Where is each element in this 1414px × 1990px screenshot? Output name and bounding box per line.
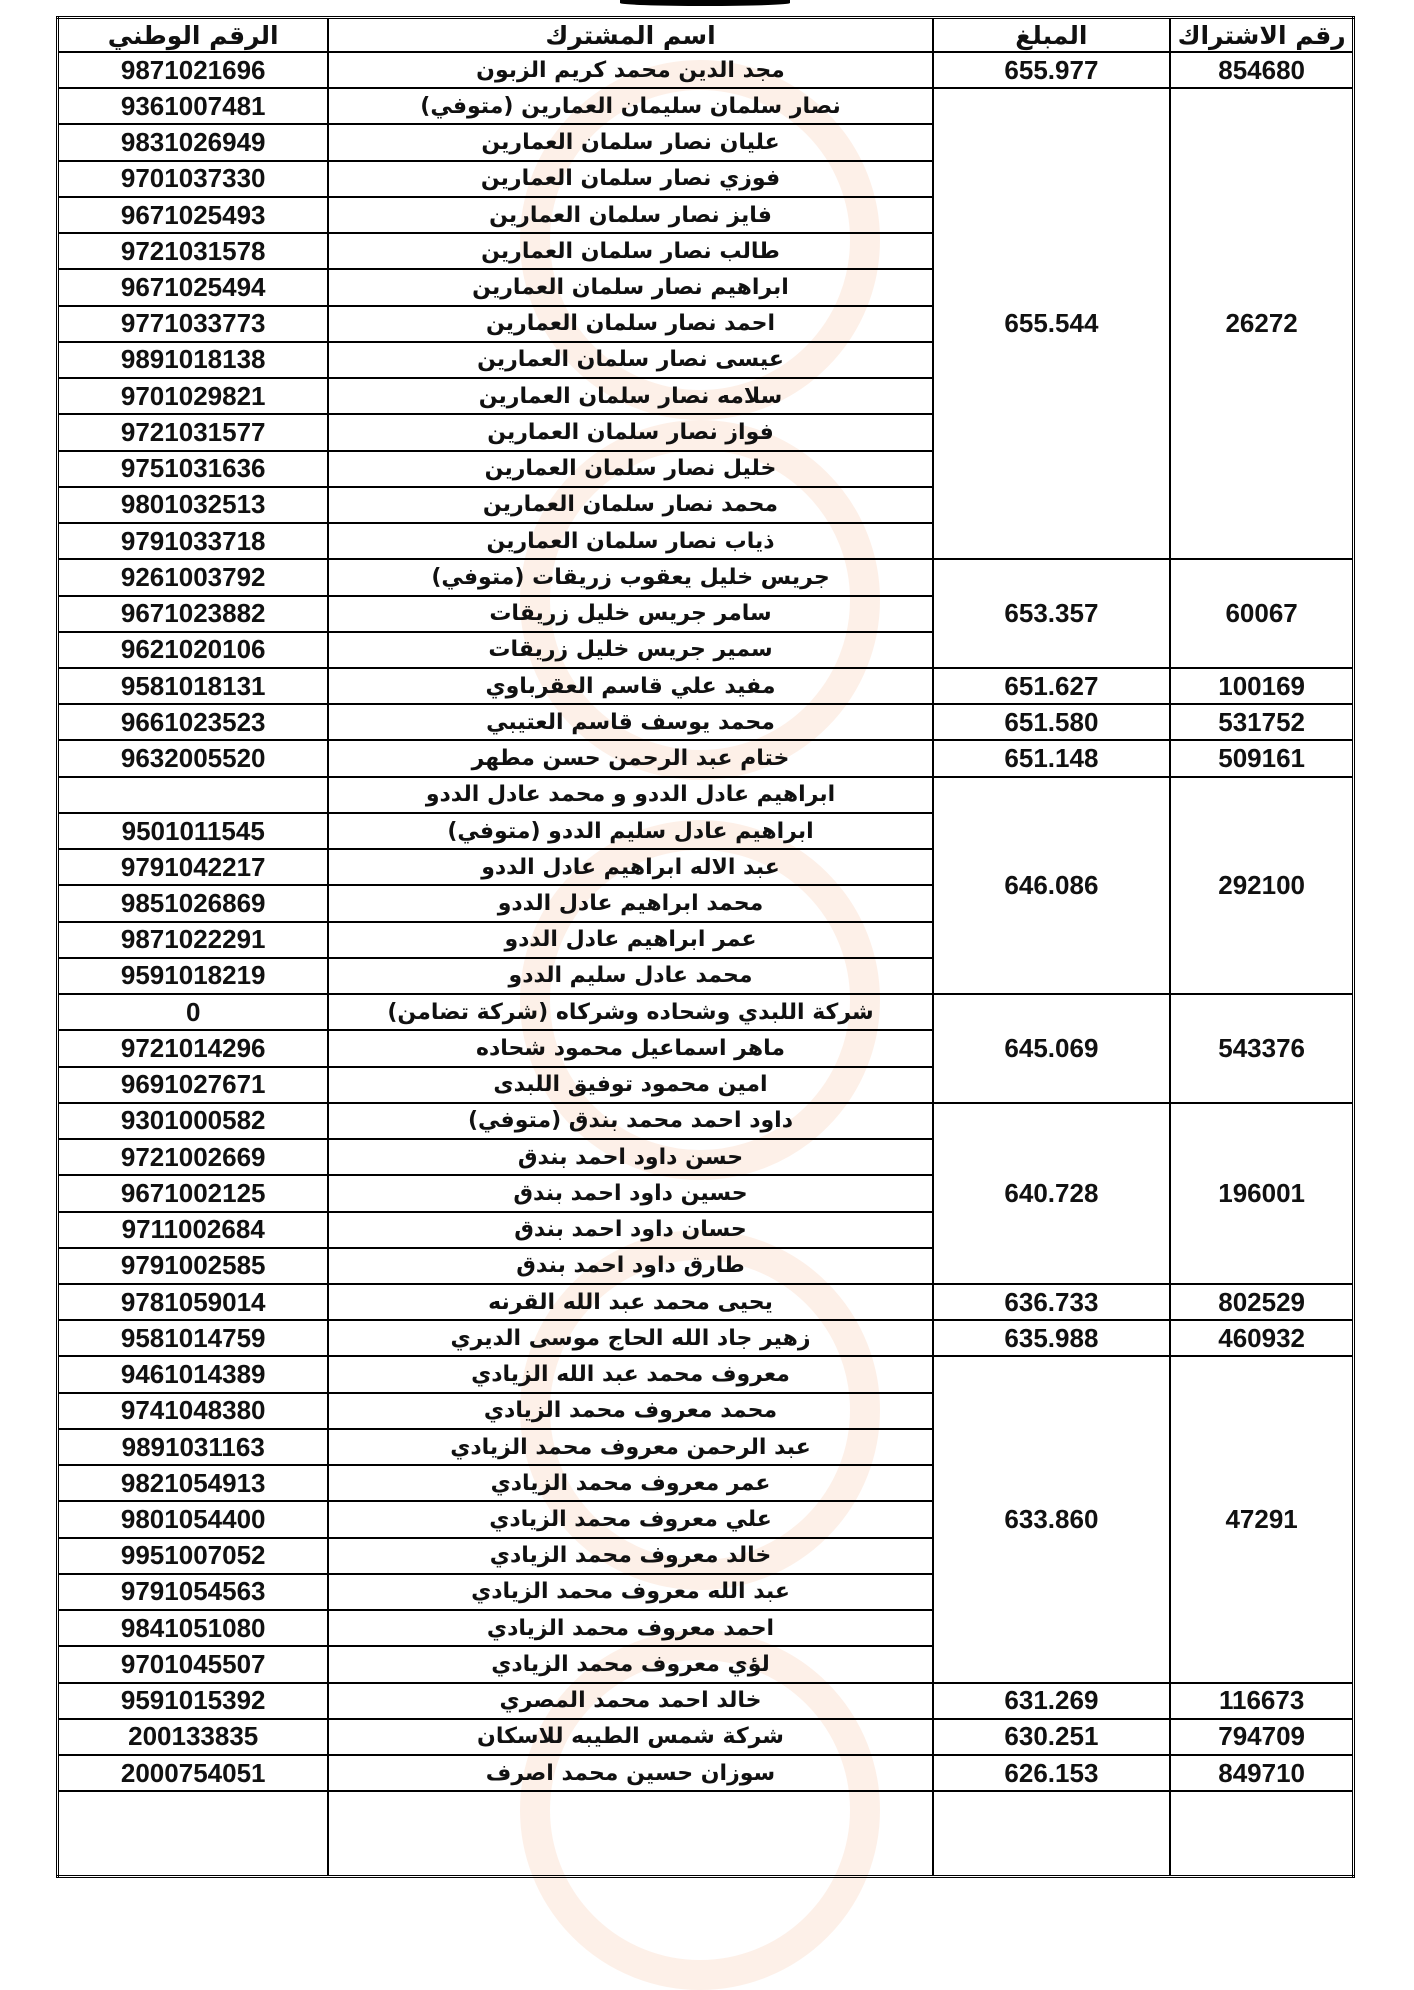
participant-name-cell: علي معروف محمد الزيادي [328,1501,932,1537]
amount-cell: 655.977 [933,52,1171,88]
empty-trailing-row [58,1791,1354,1876]
participant-name-cell: خالد احمد محمد المصري [328,1683,932,1719]
national-number-cell: 9701045507 [58,1646,329,1682]
participant-name-cell: مفيد علي قاسم العقرباوي [328,668,932,704]
table-row [58,1719,1354,1755]
national-number-cell: 9621020106 [58,632,329,668]
national-number-cell: 9711002684 [58,1212,329,1248]
participant-name-cell: ابراهيم عادل سليم الددو (متوفي) [328,813,932,849]
amount-cell: 630.251 [933,1719,1171,1755]
header-national-number: الرقم الوطني [58,18,329,53]
national-number-cell: 9721002669 [58,1139,329,1175]
participant-name-cell: داود احمد محمد بندق (متوفي) [328,1103,932,1139]
participant-name-cell: محمد ابراهيم عادل الددو [328,885,932,921]
national-number-cell: 9751031636 [58,451,329,487]
national-number-cell [58,777,329,813]
participant-name-cell: زهير جاد الله الحاج موسى الديري [328,1320,932,1356]
participant-name-cell: حسن داود احمد بندق [328,1139,932,1175]
participant-name-cell: محمد عادل سليم الددو [328,958,932,994]
subscription-number-cell: 849710 [1170,1755,1353,1791]
national-number-cell: 9701029821 [58,378,329,414]
empty-cell [58,1791,329,1876]
participant-name-cell: عمر معروف محمد الزيادي [328,1465,932,1501]
national-number-cell: 2000754051 [58,1755,329,1791]
participant-name-cell: خالد معروف محمد الزيادي [328,1538,932,1574]
table-row [58,1103,1354,1139]
amount-cell: 631.269 [933,1683,1171,1719]
participant-name-cell: شركة اللبدي وشحاده وشركاه (شركة تضامن) [328,994,932,1030]
national-number-cell: 9721014296 [58,1030,329,1066]
participant-name-cell: عليان نصار سلمان العمارين [328,124,932,160]
participant-name-cell: لؤي معروف محمد الزيادي [328,1646,932,1682]
national-number-cell: 9501011545 [58,813,329,849]
empty-cell [328,1791,932,1876]
participant-name-cell: فوزي نصار سلمان العمارين [328,161,932,197]
national-number-cell: 9301000582 [58,1103,329,1139]
national-number-cell: 9821054913 [58,1465,329,1501]
participant-name-cell: سوزان حسين محمد اصرف [328,1755,932,1791]
national-number-cell: 9661023523 [58,704,329,740]
national-number-cell: 9721031578 [58,233,329,269]
participant-name-cell: احمد نصار سلمان العمارين [328,306,932,342]
amount-cell: 651.627 [933,668,1171,704]
amount-cell: 645.069 [933,994,1171,1103]
participant-name-cell: ابراهيم عادل الددو و محمد عادل الددو [328,777,932,813]
participant-name-cell: عبد الرحمن معروف محمد الزيادي [328,1429,932,1465]
subscription-number-cell: 460932 [1170,1320,1353,1356]
table-row [58,1284,1354,1320]
participant-name-cell: مجد الدين محمد كريم الزبون [328,52,932,88]
empty-cell [1170,1791,1353,1876]
participant-name-cell: محمد نصار سلمان العمارين [328,487,932,523]
national-number-cell: 9801032513 [58,487,329,523]
amount-cell: 651.148 [933,740,1171,776]
national-number-cell: 9891018138 [58,342,329,378]
table-row [58,1683,1354,1719]
table-row [58,668,1354,704]
national-number-cell: 9851026869 [58,885,329,921]
national-number-cell: 9361007481 [58,88,329,124]
table-row [58,1356,1354,1392]
empty-cell [933,1791,1171,1876]
subscription-number-cell: 854680 [1170,52,1353,88]
national-number-cell: 9831026949 [58,124,329,160]
national-number-cell: 9721031577 [58,414,329,450]
participant-name-cell: ختام عبد الرحمن حسن مطهر [328,740,932,776]
participant-name-cell: طالب نصار سلمان العمارين [328,233,932,269]
subscription-number-cell: 196001 [1170,1103,1353,1284]
national-number-cell: 9791033718 [58,523,329,559]
participant-name-cell: فايز نصار سلمان العمارين [328,197,932,233]
participants-table [56,16,1355,1878]
national-number-cell: 9801054400 [58,1501,329,1537]
national-number-cell: 9671002125 [58,1175,329,1211]
participant-name-cell: ذياب نصار سلمان العمارين [328,523,932,559]
table-row [58,1755,1354,1791]
national-number-cell: 9871022291 [58,922,329,958]
header-row [58,18,1354,53]
national-number-cell: 9581014759 [58,1320,329,1356]
national-number-cell: 9671025494 [58,269,329,305]
subscription-number-cell: 60067 [1170,559,1353,668]
subscription-number-cell: 100169 [1170,668,1353,704]
table-row [58,704,1354,740]
header-participant-name: اسم المشترك [328,18,932,53]
amount-cell: 640.728 [933,1103,1171,1284]
participant-name-cell: عمر ابراهيم عادل الددو [328,922,932,958]
participant-name-cell: ماهر اسماعيل محمود شحاده [328,1030,932,1066]
national-number-cell: 9671025493 [58,197,329,233]
national-number-cell: 9701037330 [58,161,329,197]
table-row [58,777,1354,813]
subscription-number-cell: 794709 [1170,1719,1353,1755]
national-number-cell: 9741048380 [58,1393,329,1429]
national-number-cell: 9841051080 [58,1610,329,1646]
top-edge-mark [620,0,790,6]
amount-cell: 635.988 [933,1320,1171,1356]
national-number-cell: 9691027671 [58,1067,329,1103]
subscription-number-cell: 531752 [1170,704,1353,740]
participant-name-cell: محمد يوسف قاسم العتيبي [328,704,932,740]
amount-cell: 655.544 [933,88,1171,559]
participant-name-cell: عيسى نصار سلمان العمارين [328,342,932,378]
table-row [58,559,1354,595]
participant-name-cell: عبد الله معروف محمد الزيادي [328,1574,932,1610]
participant-name-cell: ابراهيم نصار سلمان العمارين [328,269,932,305]
national-number-cell: 0 [58,994,329,1030]
subscription-number-cell: 26272 [1170,88,1353,559]
national-number-cell: 200133835 [58,1719,329,1755]
amount-cell: 633.860 [933,1356,1171,1682]
national-number-cell: 9791054563 [58,1574,329,1610]
participant-name-cell: يحيى محمد عبد الله القرنه [328,1284,932,1320]
header-subscription-number: رقم الاشتراك [1170,18,1353,53]
national-number-cell: 9461014389 [58,1356,329,1392]
national-number-cell: 9951007052 [58,1538,329,1574]
table-row [58,52,1354,88]
national-number-cell: 9591018219 [58,958,329,994]
participant-name-cell: طارق داود احمد بندق [328,1248,932,1284]
table-row [58,1320,1354,1356]
subscription-number-cell: 116673 [1170,1683,1353,1719]
amount-cell: 651.580 [933,704,1171,740]
national-number-cell: 9891031163 [58,1429,329,1465]
participant-name-cell: شركة شمس الطيبه للاسكان [328,1719,932,1755]
national-number-cell: 9781059014 [58,1284,329,1320]
national-number-cell: 9871021696 [58,52,329,88]
participant-name-cell: جريس خليل يعقوب زريقات (متوفي) [328,559,932,595]
header-amount: المبلغ [933,18,1171,53]
national-number-cell: 9632005520 [58,740,329,776]
national-number-cell: 9591015392 [58,1683,329,1719]
national-number-cell: 9771033773 [58,306,329,342]
participant-name-cell: فواز نصار سلمان العمارين [328,414,932,450]
subscription-number-cell: 47291 [1170,1356,1353,1682]
subscription-number-cell: 802529 [1170,1284,1353,1320]
participant-name-cell: خليل نصار سلمان العمارين [328,451,932,487]
participant-name-cell: سامر جريس خليل زريقات [328,596,932,632]
participant-name-cell: نصار سلمان سليمان العمارين (متوفي) [328,88,932,124]
participant-name-cell: سلامه نصار سلمان العمارين [328,378,932,414]
subscription-number-cell: 543376 [1170,994,1353,1103]
table-row [58,88,1354,124]
participant-name-cell: محمد معروف محمد الزيادي [328,1393,932,1429]
national-number-cell: 9581018131 [58,668,329,704]
participant-name-cell: عبد الاله ابراهيم عادل الددو [328,849,932,885]
participant-name-cell: سمير جريس خليل زريقات [328,632,932,668]
participant-name-cell: حسين داود احمد بندق [328,1175,932,1211]
participant-name-cell: امين محمود توفيق اللبدى [328,1067,932,1103]
amount-cell: 636.733 [933,1284,1171,1320]
table-row [58,994,1354,1030]
national-number-cell: 9791002585 [58,1248,329,1284]
table-row [58,740,1354,776]
participant-name-cell: حسان داود احمد بندق [328,1212,932,1248]
national-number-cell: 9261003792 [58,559,329,595]
subscription-number-cell: 292100 [1170,777,1353,994]
participant-name-cell: احمد معروف محمد الزيادي [328,1610,932,1646]
subscription-number-cell: 509161 [1170,740,1353,776]
national-number-cell: 9791042217 [58,849,329,885]
amount-cell: 646.086 [933,777,1171,994]
participant-name-cell: معروف محمد عبد الله الزيادي [328,1356,932,1392]
national-number-cell: 9671023882 [58,596,329,632]
amount-cell: 626.153 [933,1755,1171,1791]
amount-cell: 653.357 [933,559,1171,668]
